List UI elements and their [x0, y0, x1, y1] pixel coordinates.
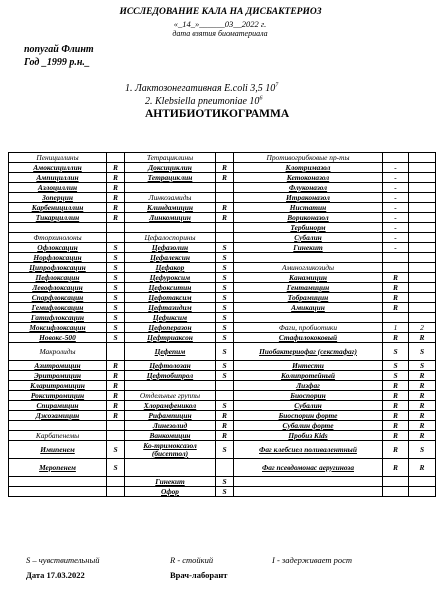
table-cell: R — [107, 193, 125, 203]
table-cell: S — [107, 459, 125, 477]
table-cell: R — [409, 371, 436, 381]
table-cell: R — [216, 431, 234, 441]
table-cell: S — [409, 361, 436, 371]
table-row — [9, 293, 436, 303]
table-cell — [9, 477, 107, 487]
table-cell: Фторхинолоны — [9, 233, 107, 243]
table-cell: S — [216, 323, 234, 333]
table-cell: Азитромицин — [9, 361, 107, 371]
table-cell: Флуконазол — [234, 183, 383, 193]
table-cell — [409, 203, 436, 213]
table-cell — [107, 487, 125, 497]
table-cell: R — [409, 333, 436, 343]
table-cell: R — [216, 163, 234, 173]
table-cell — [125, 459, 216, 477]
table-row — [9, 333, 436, 343]
table-cell: Цефалексин — [125, 253, 216, 263]
table-cell: - — [383, 243, 409, 253]
table-cell: Лизфаг — [234, 381, 383, 391]
table-cell: Норфлоксацин — [9, 253, 107, 263]
table-cell: - — [383, 203, 409, 213]
table-cell: Итраконазол — [234, 193, 383, 203]
table-cell — [409, 173, 436, 183]
table-cell — [107, 421, 125, 431]
table-cell: Противогрибковые пр-ты — [234, 153, 383, 163]
table-cell: Клиндамицин — [125, 203, 216, 213]
table-cell: Тобрамицин — [234, 293, 383, 303]
table-cell — [234, 253, 383, 263]
table-cell: R — [383, 273, 409, 283]
table-row — [9, 459, 436, 477]
table-cell: R — [409, 459, 436, 477]
legend-sensitive: S – чувствительный — [26, 555, 100, 565]
table-cell: Цефепим — [125, 343, 216, 361]
table-cell: R — [107, 371, 125, 381]
finding-1 — [125, 83, 278, 94]
table-cell: Пефлоксацин — [9, 273, 107, 283]
table-cell: Фаг псевдомонас аеругиноза — [234, 459, 383, 477]
finding-1-exponent: 7 — [275, 82, 279, 89]
table-cell — [409, 487, 436, 497]
table-cell: Рокситромицин — [9, 391, 107, 401]
table-cell: Цефтобипрол — [125, 371, 216, 381]
table-row — [9, 487, 436, 497]
table-row — [9, 421, 436, 431]
table-cell — [107, 233, 125, 243]
table-cell — [409, 283, 436, 293]
table-cell — [216, 233, 234, 243]
table-cell: R — [216, 411, 234, 421]
table-cell — [383, 487, 409, 497]
table-row — [9, 391, 436, 401]
table-cell: R — [383, 441, 409, 459]
table-cell: R — [107, 391, 125, 401]
sample-date: «_14_»______03__2022 г. — [173, 19, 267, 29]
table-cell: Цефуроксим — [125, 273, 216, 283]
table-row — [9, 173, 436, 183]
table-cell: Рифампицин — [125, 411, 216, 421]
table-cell: R — [107, 203, 125, 213]
table-cell: S — [383, 371, 409, 381]
table-cell: Ко-тримоксазол (бисептол) — [125, 441, 216, 459]
table-cell: R — [216, 421, 234, 431]
table-cell: S — [216, 361, 234, 371]
table-cell — [107, 431, 125, 441]
table-cell: Отдельные группы — [125, 391, 216, 401]
table-cell: R — [107, 381, 125, 391]
table-cell: Вориконазол — [234, 213, 383, 223]
finding-2-text: 2. Klebsiella pneumoniae 10 — [145, 96, 260, 107]
patient-name: попугай Флинт — [24, 44, 94, 55]
table-cell: Цефазолин — [125, 243, 216, 253]
table-cell: - — [383, 173, 409, 183]
table-cell — [409, 293, 436, 303]
table-cell: S — [107, 253, 125, 263]
table-cell — [409, 213, 436, 223]
table-row — [9, 441, 436, 459]
table-row — [9, 283, 436, 293]
table-cell — [216, 223, 234, 233]
table-cell — [125, 381, 216, 391]
table-cell — [107, 343, 125, 361]
table-cell: Ванкомицин — [125, 431, 216, 441]
table-cell: Фаги, пробиотики — [234, 323, 383, 333]
table-cell: Тикарциллин — [9, 213, 107, 223]
table-cell: S — [383, 343, 409, 361]
table-cell: Моксифлоксацин — [9, 323, 107, 333]
table-cell: S — [383, 361, 409, 371]
table-cell: - — [383, 223, 409, 233]
table-cell: R — [107, 213, 125, 223]
table-cell: Новокс-500 — [9, 333, 107, 343]
table-cell: S — [107, 283, 125, 293]
table-cell: Зоперцин — [9, 193, 107, 203]
table-cell: Карбенициллин — [9, 203, 107, 213]
table-cell — [383, 477, 409, 487]
finding-2-exponent: 6 — [259, 95, 263, 102]
table-row — [9, 431, 436, 441]
table-cell: R — [107, 183, 125, 193]
table-cell: Цефокситин — [125, 283, 216, 293]
table-cell: S — [107, 441, 125, 459]
table-cell: Нистатин — [234, 203, 383, 213]
table-cell: Субалин — [234, 401, 383, 411]
table-cell — [125, 223, 216, 233]
table-cell: Левофлоксацин — [9, 283, 107, 293]
table-cell — [409, 193, 436, 203]
table-cell: R — [107, 173, 125, 183]
table-row — [9, 477, 436, 487]
table-row — [9, 263, 436, 273]
table-cell — [409, 253, 436, 263]
table-cell — [409, 263, 436, 273]
table-cell — [409, 153, 436, 163]
table-cell: S — [216, 243, 234, 253]
table-cell: Доксициклин — [125, 163, 216, 173]
table-cell — [216, 183, 234, 193]
table-cell — [409, 273, 436, 283]
table-row — [9, 253, 436, 263]
table-cell: Пиобактериофаг (секстафаг) — [234, 343, 383, 361]
table-cell: Макролиды — [9, 343, 107, 361]
table-cell — [216, 459, 234, 477]
table-cell: S — [107, 333, 125, 343]
table-cell: Цефакор — [125, 263, 216, 273]
table-cell: Тербинорм — [234, 223, 383, 233]
table-cell: Стафилококовый — [234, 333, 383, 343]
table-cell: 1 — [383, 323, 409, 333]
antibiogram-table — [8, 152, 436, 497]
table-cell: Пробиз Kids — [234, 431, 383, 441]
table-cell: Джозамицин — [9, 411, 107, 421]
table-cell: R — [107, 411, 125, 421]
table-cell: R — [383, 293, 409, 303]
table-row — [9, 213, 436, 223]
report-title: ИССЛЕДОВАНИЕ КАЛА НА ДИСБАКТЕРИОЗ — [119, 7, 322, 17]
table-cell — [383, 153, 409, 163]
table-cell: Азлоциллин — [9, 183, 107, 193]
table-cell — [9, 223, 107, 233]
table-cell: Меропенем — [9, 459, 107, 477]
table-cell: S — [216, 401, 234, 411]
table-cell: Цефалоспорины — [125, 233, 216, 243]
table-cell: Аминогликозиды — [234, 263, 383, 273]
table-cell: S — [216, 283, 234, 293]
table-cell — [409, 223, 436, 233]
table-cell: Цефтазидим — [125, 303, 216, 313]
table-cell — [409, 183, 436, 193]
table-cell: S — [107, 263, 125, 273]
table-row — [9, 361, 436, 371]
table-cell — [234, 477, 383, 487]
table-cell: S — [216, 273, 234, 283]
table-cell: R — [409, 421, 436, 431]
table-cell — [107, 223, 125, 233]
table-cell — [107, 477, 125, 487]
table-cell: Цефоперазон — [125, 323, 216, 333]
sample-date-caption: дата взятия биоматериала — [172, 29, 268, 38]
table-row — [9, 223, 436, 233]
table-cell: R — [383, 431, 409, 441]
table-cell — [383, 263, 409, 273]
table-row — [9, 411, 436, 421]
table-cell: R — [383, 391, 409, 401]
table-cell — [107, 153, 125, 163]
table-row — [9, 303, 436, 313]
table-cell: Цефиксим — [125, 313, 216, 323]
table-cell: S — [216, 263, 234, 273]
table-row — [9, 371, 436, 381]
table-cell: R — [409, 391, 436, 401]
table-cell: Фаг клебсиел поливалентный — [234, 441, 383, 459]
table-cell: Интести — [234, 361, 383, 371]
table-cell — [9, 421, 107, 431]
table-cell: Спарфлоксацин — [9, 293, 107, 303]
table-cell: Карбапенемы — [9, 431, 107, 441]
table-cell — [409, 233, 436, 243]
table-cell: S — [409, 441, 436, 459]
table-cell: S — [107, 323, 125, 333]
table-cell — [216, 193, 234, 203]
table-cell: S — [216, 313, 234, 323]
table-cell: - — [383, 213, 409, 223]
table-cell: Кларитромицин — [9, 381, 107, 391]
table-cell: Линкомицин — [125, 213, 216, 223]
table-cell: R — [383, 459, 409, 477]
table-cell: - — [383, 183, 409, 193]
table-cell: Ципрофлоксацин — [9, 263, 107, 273]
table-cell: R — [107, 163, 125, 173]
table-row — [9, 343, 436, 361]
table-cell: Субалин — [234, 233, 383, 243]
lab-doctor: Врач-лаборант — [170, 570, 228, 580]
table-cell — [409, 163, 436, 173]
table-cell — [216, 391, 234, 401]
antibiogram-heading: АНТИБИОТИКОГРАММА — [145, 108, 290, 120]
table-cell: S — [216, 343, 234, 361]
table-cell: Амикацин — [234, 303, 383, 313]
table-cell: S — [216, 303, 234, 313]
table-row — [9, 203, 436, 213]
report-date: Дата 17.03.2022 — [26, 570, 85, 580]
table-cell: Цефотаксим — [125, 293, 216, 303]
table-cell — [383, 253, 409, 263]
table-cell: S — [216, 253, 234, 263]
table-row — [9, 153, 436, 163]
table-cell: Кетоконазол — [234, 173, 383, 183]
table-row — [9, 273, 436, 283]
table-row — [9, 401, 436, 411]
table-cell: S — [409, 343, 436, 361]
table-cell — [216, 381, 234, 391]
table-cell: Тетрациклины — [125, 153, 216, 163]
table-cell: Биоспорин форте — [234, 411, 383, 421]
table-cell: S — [107, 313, 125, 323]
table-cell: R — [107, 401, 125, 411]
table-cell: Гентамицин — [234, 283, 383, 293]
table-cell: R — [409, 411, 436, 421]
table-cell: Ампициллин — [9, 173, 107, 183]
table-row — [9, 381, 436, 391]
table-cell: Офлоксацин — [9, 243, 107, 253]
table-cell: Канамицин — [234, 273, 383, 283]
table-row — [9, 313, 436, 323]
table-cell: R — [383, 381, 409, 391]
table-cell: R — [383, 283, 409, 293]
table-cell: R — [383, 333, 409, 343]
table-row — [9, 323, 436, 333]
table-cell — [409, 477, 436, 487]
table-cell: R — [409, 431, 436, 441]
table-cell: S — [107, 243, 125, 253]
table-cell: Амоксициллин — [9, 163, 107, 173]
table-cell — [383, 313, 409, 323]
legend-resistant: R - стойкий — [170, 555, 214, 565]
table-cell: R — [383, 303, 409, 313]
table-cell: Цефтриаксон — [125, 333, 216, 343]
table-cell: Пенициллины — [9, 153, 107, 163]
table-cell: S — [216, 333, 234, 343]
table-cell: Хлорамфеникол — [125, 401, 216, 411]
legend-intermediate: I - задерживает рост — [272, 555, 353, 565]
table-cell: Гинекит — [234, 243, 383, 253]
table-cell: R — [216, 203, 234, 213]
table-cell: S — [216, 371, 234, 381]
table-cell: Гатифлоксацин — [9, 313, 107, 323]
table-cell: S — [216, 477, 234, 487]
table-cell: R — [216, 213, 234, 223]
table-cell: 2 — [409, 323, 436, 333]
finding-1-text: 1. Лактозонегативная E.coli 3,5 10 — [125, 83, 276, 94]
table-cell: R — [216, 173, 234, 183]
table-cell: R — [383, 401, 409, 411]
table-cell: Субалин форте — [234, 421, 383, 431]
table-cell: Эритромицин — [9, 371, 107, 381]
table-cell: Спирамицин — [9, 401, 107, 411]
table-row — [9, 193, 436, 203]
table-cell: Офор — [125, 487, 216, 497]
table-row — [9, 163, 436, 173]
table-cell: R — [409, 381, 436, 391]
table-cell: - — [383, 193, 409, 203]
table-cell: Биоспорин — [234, 391, 383, 401]
table-cell — [9, 487, 107, 497]
table-cell: Гинекит — [125, 477, 216, 487]
table-cell: R — [409, 401, 436, 411]
table-row — [9, 233, 436, 243]
table-cell: - — [383, 163, 409, 173]
table-cell: R — [383, 421, 409, 431]
table-cell: Цефтолозан — [125, 361, 216, 371]
table-cell: S — [216, 487, 234, 497]
table-cell: Колипротейный — [234, 371, 383, 381]
table-cell — [409, 243, 436, 253]
table-cell: Гемифлоксацин — [9, 303, 107, 313]
table-cell — [409, 303, 436, 313]
table-cell: Линезолид — [125, 421, 216, 431]
table-cell: S — [107, 273, 125, 283]
patient-year: Год _1999 р.н._ — [24, 57, 90, 68]
table-cell: R — [383, 411, 409, 421]
table-row — [9, 183, 436, 193]
table-cell: S — [107, 293, 125, 303]
table-cell: R — [107, 361, 125, 371]
table-row — [9, 243, 436, 253]
table-cell: - — [383, 233, 409, 243]
table-cell — [234, 487, 383, 497]
table-cell: S — [216, 441, 234, 459]
table-cell: Тетрациклин — [125, 173, 216, 183]
table-cell: S — [107, 303, 125, 313]
table-cell — [409, 313, 436, 323]
table-cell — [125, 183, 216, 193]
finding-2 — [145, 96, 262, 107]
table-cell: Клотримазол — [234, 163, 383, 173]
table-cell: Имипенем — [9, 441, 107, 459]
table-cell: S — [216, 293, 234, 303]
table-cell: Линкозамиды — [125, 193, 216, 203]
table-cell — [234, 313, 383, 323]
table-cell — [216, 153, 234, 163]
